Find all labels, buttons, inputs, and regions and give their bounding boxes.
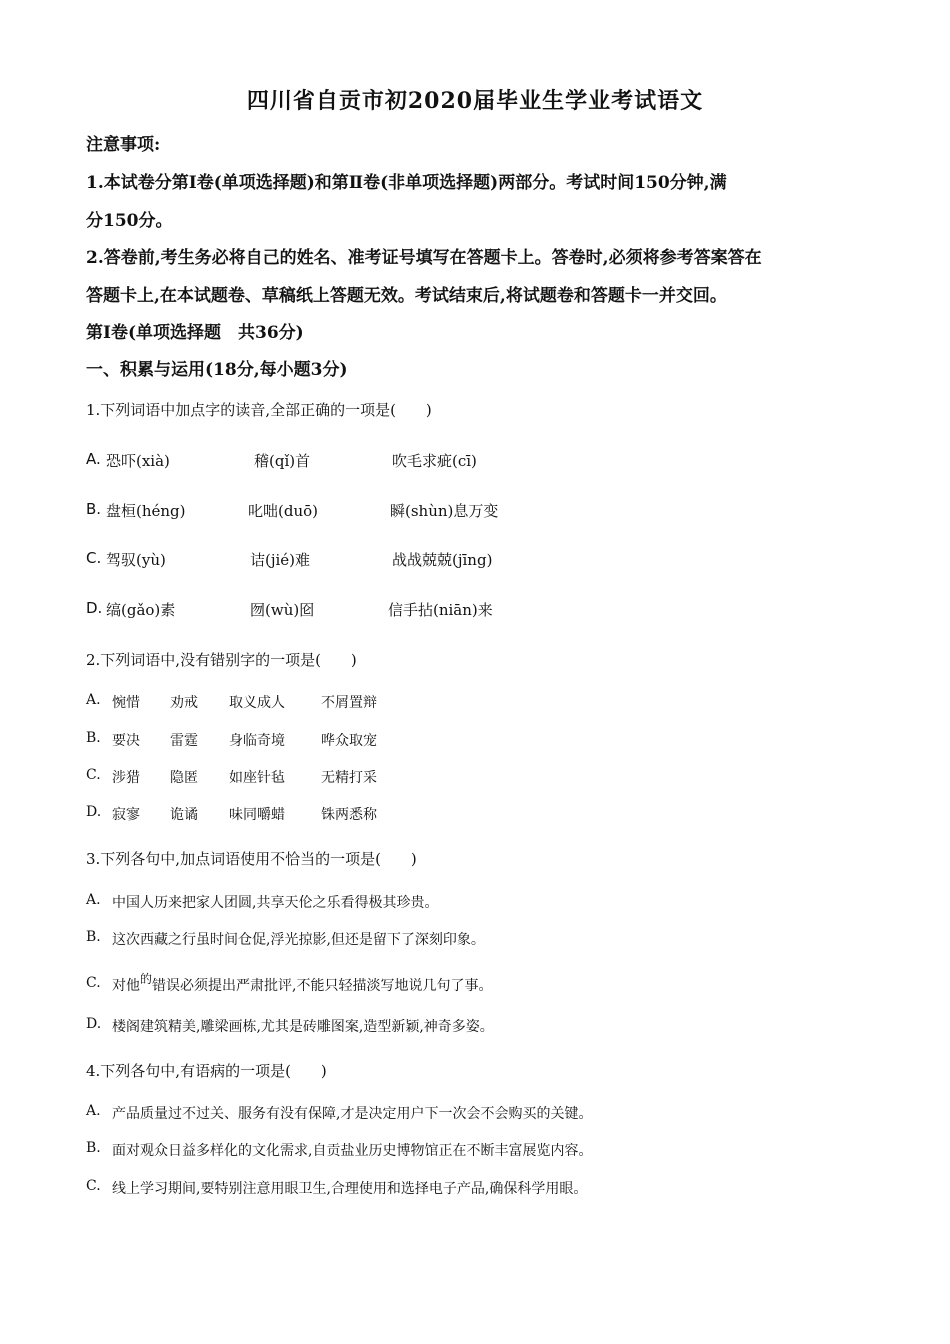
option-word: 铢两悉称	[321, 807, 377, 823]
question-1-stem: 1.下列词语中加点字的读音,全部正确的一项是( )	[86, 401, 432, 419]
option-text: 面对观众日益多样化的文化需求,自贡盐业历史博物馆正在不断丰富展览内容。	[112, 1143, 593, 1159]
question-2-stem: 2.下列词语中,没有错别字的一项是( )	[86, 651, 357, 669]
exam-title: 四川省自贡市初2020届毕业生学业考试语文	[246, 88, 704, 114]
option-word: 囫(wù)囵	[250, 601, 315, 619]
option-word: 缟(gǎo)素	[106, 601, 176, 619]
option-label: D.	[86, 599, 103, 617]
option-word: 味同嚼蜡	[229, 807, 285, 823]
question-3-stem: 3.下列各句中,加点词语使用不恰当的一项是( )	[86, 850, 417, 868]
option-word: 如座针毡	[229, 770, 285, 786]
option-text: 线上学习期间,要特别注意用眼卫生,合理使用和选择电子产品,确保科学用眼。	[112, 1181, 588, 1197]
option-word: 哗众取宠	[321, 733, 377, 749]
notice-line: 答题卡上,在本试题卷、草稿纸上答题无效。考试结束后,将试题卷和答题卡一并交回。	[86, 286, 727, 306]
notice-line: 1.本试卷分第Ⅰ卷(单项选择题)和第Ⅱ卷(非单项选择题)两部分。考试时间150分钟,满	[86, 173, 727, 193]
option-text-c	[112, 972, 493, 995]
notice-heading: 注意事项:	[86, 135, 161, 155]
option-text: 楼阁建筑精美,雕梁画栋,尤其是砖雕图案,造型新颖,神奇多姿。	[112, 1019, 494, 1035]
option-text: 错误必须提出严肃批评,不能只轻描淡写地说几句了事。	[152, 978, 493, 994]
option-word: 瞬(shùn)息万变	[390, 502, 499, 520]
superscript-char: 的	[140, 972, 153, 986]
option-word: 稽(qǐ)首	[254, 452, 311, 470]
option-label: D.	[86, 1016, 102, 1032]
option-text-prefix: 对他	[112, 978, 140, 994]
option-label: B.	[86, 500, 102, 518]
option-word: 要决	[112, 733, 140, 749]
option-word: 叱咄(duō)	[248, 502, 318, 520]
option-word: 无精打采	[321, 770, 377, 786]
option-label: A.	[86, 1103, 101, 1119]
option-word: 惋惜	[112, 695, 140, 711]
option-word: 诘(jié)难	[250, 551, 311, 569]
option-label: B.	[86, 730, 101, 746]
option-label: C.	[86, 1178, 101, 1194]
option-word: 隐匿	[170, 770, 198, 786]
option-word: 劝戒	[170, 695, 198, 711]
option-word: 雷霆	[170, 733, 198, 749]
option-word: 战战兢兢(jīng)	[392, 551, 493, 569]
option-word: 取义成人	[229, 695, 285, 711]
option-label: A.	[86, 892, 101, 908]
option-label: A.	[86, 692, 101, 708]
option-label: B.	[86, 1140, 101, 1156]
option-word: 诡谲	[170, 807, 198, 823]
option-word: 驾驭(yù)	[106, 551, 166, 569]
option-word: 不屑置辩	[321, 695, 377, 711]
option-label: C.	[86, 549, 102, 567]
option-word: 恐吓(xià)	[106, 452, 170, 470]
notice-line: 分150分。	[86, 211, 173, 231]
option-text: 产品质量过不过关、服务有没有保障,才是决定用户下一次会不会购买的关键。	[112, 1106, 593, 1122]
volume-heading: 第Ⅰ卷(单项选择题 共36分)	[86, 323, 304, 343]
option-word: 信手拈(niān)来	[388, 601, 493, 619]
option-text: 中国人历来把家人团圆,共享天伦之乐看得极其珍贵。	[112, 895, 439, 911]
notice-line: 2.答卷前,考生务必将自己的姓名、准考证号填写在答题卡上。答卷时,必须将参考答案答在	[86, 248, 762, 268]
option-word: 身临奇境	[229, 733, 285, 749]
option-word: 盘桓(héng)	[106, 502, 186, 520]
option-label: D.	[86, 804, 102, 820]
option-word: 寂寥	[112, 807, 140, 823]
option-label: B.	[86, 929, 101, 945]
option-label: A.	[86, 450, 101, 468]
option-word: 吹毛求疵(cī)	[392, 452, 477, 470]
option-word: 涉猎	[112, 770, 140, 786]
option-label: C.	[86, 975, 101, 991]
option-text: 这次西藏之行虽时间仓促,浮光掠影,但还是留下了深刻印象。	[112, 932, 485, 948]
option-label: C.	[86, 767, 101, 783]
question-4-stem: 4.下列各句中,有语病的一项是( )	[86, 1062, 327, 1080]
section-heading: 一、积累与运用(18分,每小题3分)	[86, 360, 348, 380]
